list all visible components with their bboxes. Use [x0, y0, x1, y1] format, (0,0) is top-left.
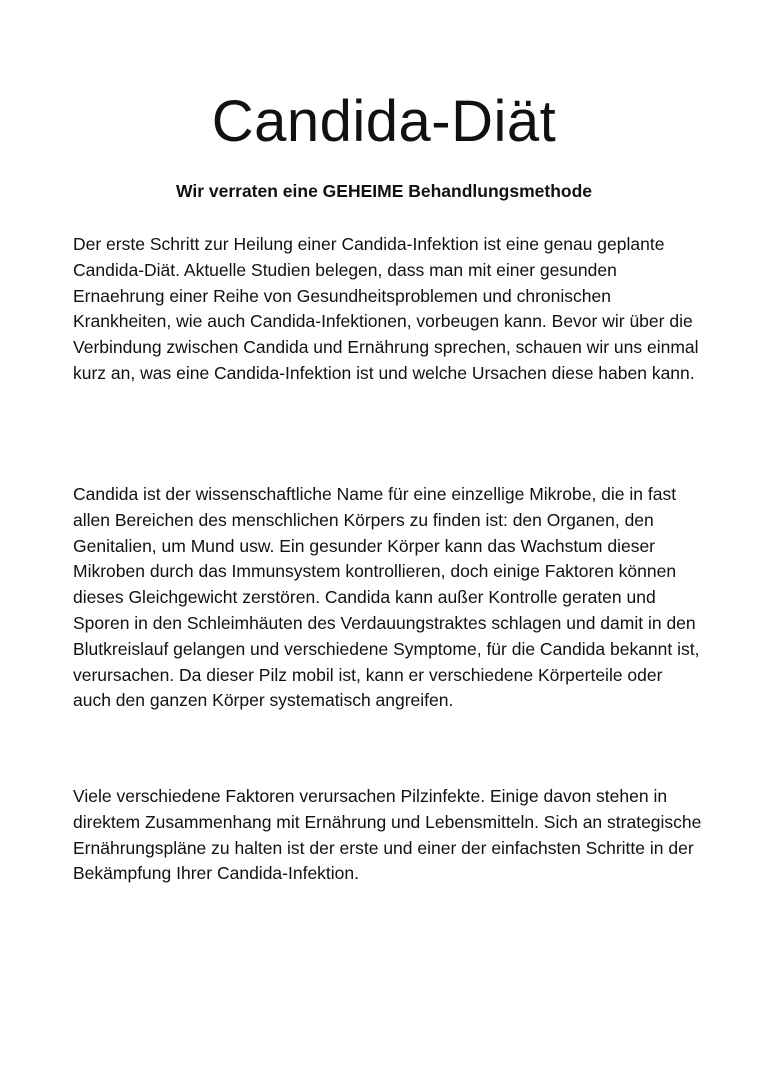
paragraph-1: Der erste Schritt zur Heilung einer Candida-Infektion ist eine genau geplante Candida-Diät. Aktuelle Studien belegen, dass man mit einer gesunden Ernaehrung einer Reihe von Gesundheitsproblemen und chronischen Krankheiten, wie auch Candida-Infektionen, vorbeugen kann. Bevor wir über die Verbindung zwischen Candida und Ernährung sprechen, schauen wir uns einmal kurz an, was eine Candida-Infektion ist und welche Ursachen diese haben kann. [73, 234, 699, 383]
paragraph-3: Viele verschiedene Faktoren verursachen Pilzinfekte. Einige davon stehen in direktem Zusammenhang mit Ernährung und Lebensmitteln. Sich an strategische Ernährungspläne zu halten ist der erste und einer der einfachsten Schritte in der Bekämpfung Ihrer Candida-Infektion. [73, 786, 702, 884]
paragraph-2: Candida ist der wissenschaftliche Name für eine einzellige Mikrobe, die in fast allen Bereichen des menschlichen Körpers zu finden ist: den Organen, den Genitalien, um Mund usw. Ein gesunder Körper kann das Wachstum dieser Mikroben durch das Immunsystem kontrollieren, doch einige Faktoren können dieses Gleichgewicht zerstören. Candida kann außer Kontrolle geraten und Sporen in den Schleimhäuten des Verdauungstraktes schlagen und damit in den Blutkreislauf gelangen und verschiedene Symptome, für die Candida bekannt ist, verursachen. Da dieser Pilz mobil ist, kann er verschiedene Körperteile oder auch den ganzen Körper systematisch angreifen. [73, 484, 700, 711]
document-title: Candida-Diät [211, 89, 557, 154]
document-subtitle: Wir verraten eine GEHEIME Behandlungsmethode [175, 181, 593, 201]
